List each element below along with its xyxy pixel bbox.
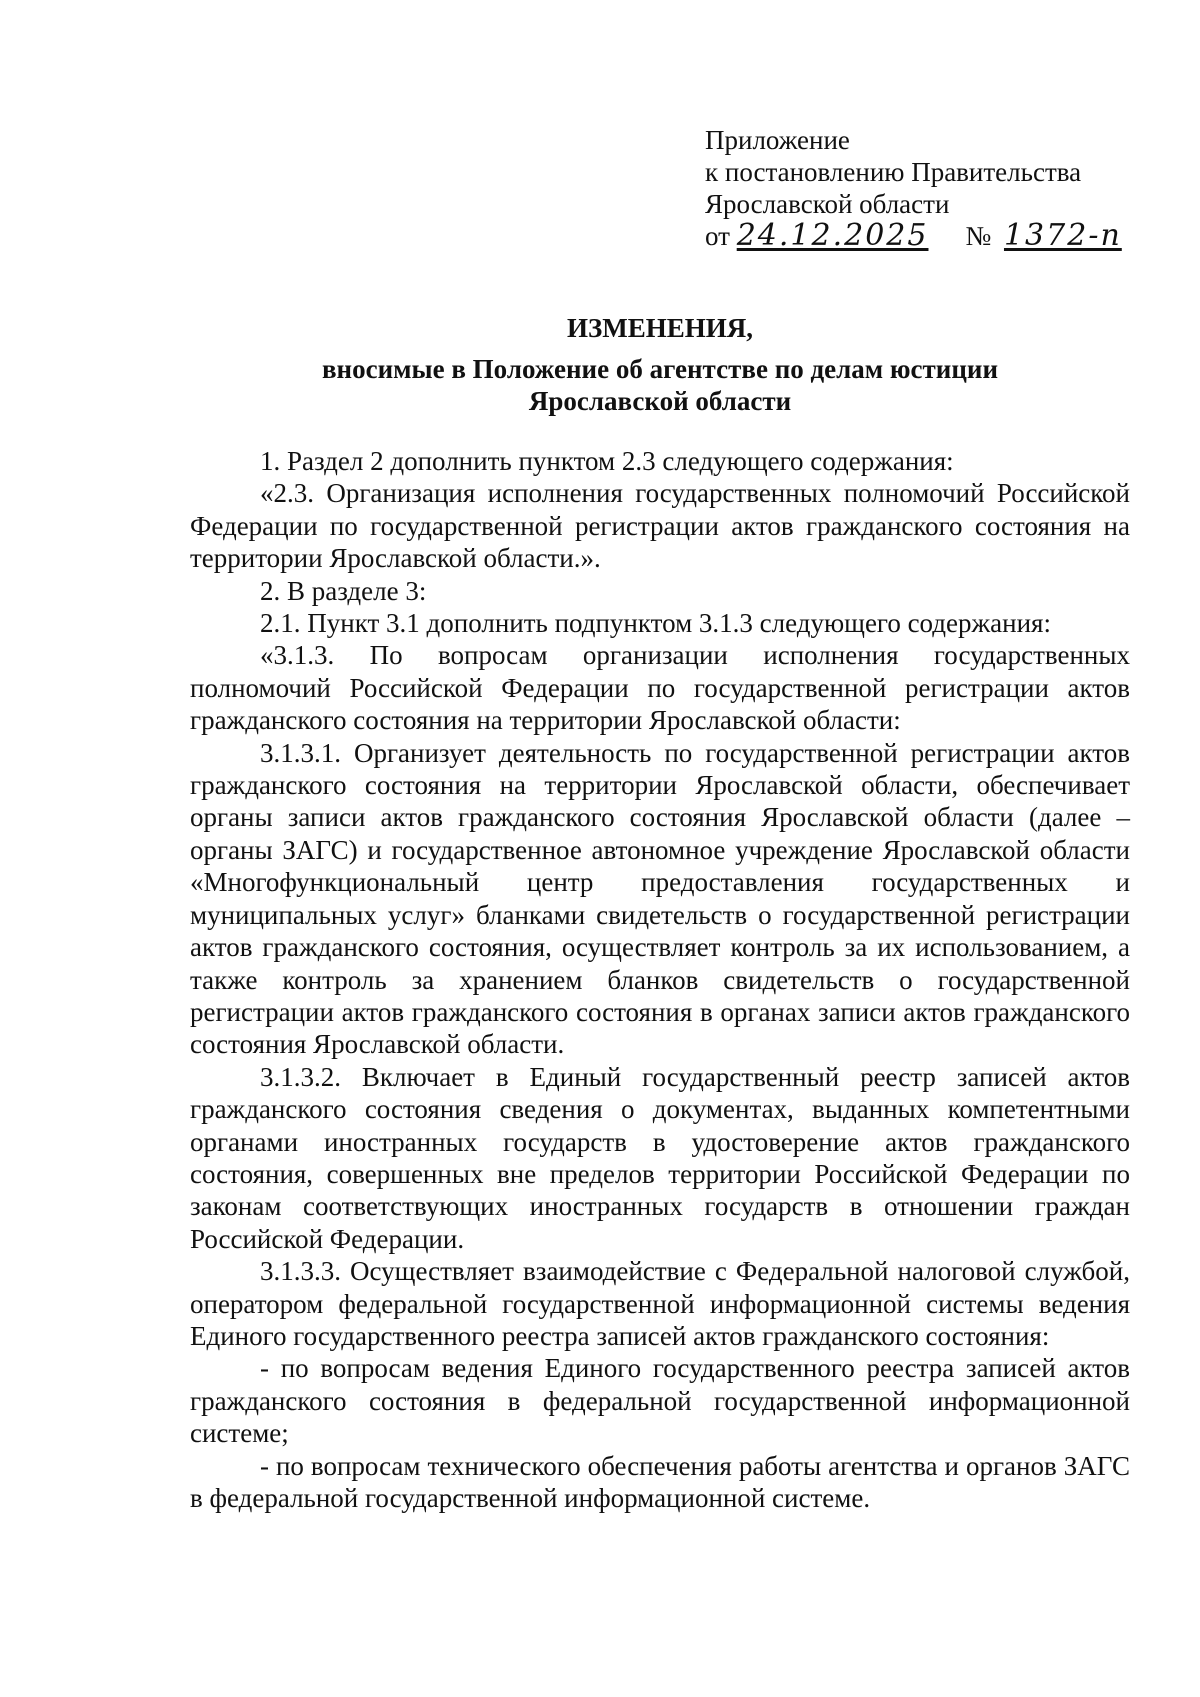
- appendix-block: [705, 124, 1154, 252]
- paragraph: 2.1. Пункт 3.1 дополнить подпунктом 3.1.3 следующего содержания:: [260, 608, 1051, 639]
- paragraph: 1. Раздел 2 дополнить пунктом 2.3 следующего содержания:: [260, 446, 954, 476]
- paragraph: 3.1.3.3. Осуществляет взаимодействие с Федеральной налоговой службой, оператором федеральной государственной информационной системы ведения Единого государственного реестра записей актов гражданского состояния:: [190, 1256, 1130, 1351]
- document-body: [190, 445, 1130, 1514]
- number-sign: №: [965, 221, 992, 251]
- document-subtitle: вносимые в Положение об агентстве по делам юстиции: [321, 354, 999, 384]
- document-title: ИЗМЕНЕНИЯ,: [566, 313, 753, 343]
- appendix-region: Ярославской области: [705, 189, 950, 219]
- paragraph: «3.1.3. По вопросам организации исполнения государственных полномочий Российской Федерации по государственной регистрации актов гражданского состояния на территории Ярославской области:: [190, 640, 1130, 736]
- paragraph: 2. В разделе 3:: [260, 575, 427, 606]
- appendix-title: Приложение: [705, 125, 850, 155]
- paragraph: - по вопросам ведения Единого государственного реестра записей актов гражданского состояния в федеральной государственной информационной системе;: [190, 1353, 1130, 1449]
- handwritten-number: 1372-п: [1003, 218, 1122, 253]
- paragraph: 3.1.3.2. Включает в Единый государственный реестр записей актов гражданского состояния сведения о документах, выданных компетентными органами иностранных государств в удостоверение актов гражданского состояния, совершенных вне пределов территории Российской Федерации по законам соответствующих иностранных государств в отношении граждан Российской Федерации.: [190, 1061, 1130, 1254]
- paragraph: - по вопросам технического обеспечения работы агентства и органов ЗАГС в федеральной государственной информационной системе.: [190, 1450, 1130, 1513]
- document-subtitle-region: Ярославской области: [528, 386, 792, 416]
- paragraph: 3.1.3.1. Организует деятельность по государственной регистрации актов гражданского состояния на территории Ярославской области, обеспечивает органы записи актов гражданского состояния Ярославской области (далее – органы ЗАГС) и государственное автономное учреждение Ярославской области «Многофункциональный центр предоставления государственных и муниципальных услуг» бланками свидетельств о государственной регистрации актов гражданского состояния, осуществляет контроль за их использованием, а также контроль за хранением бланков свидетельств о государственной регистрации актов гражданского состояния в органах записи актов гражданского состояния Ярославской области.: [190, 737, 1130, 1060]
- paragraph: «2.3. Организация исполнения государственных полномочий Российской Федерации по государственной регистрации актов гражданского состояния на территории Ярославской области.».: [190, 478, 1130, 574]
- appendix-reference: к постановлению Правительства: [705, 157, 1082, 187]
- date-prefix: от: [705, 221, 730, 251]
- appendix-date-line: [705, 220, 1154, 252]
- handwritten-date: 24.12.2025: [736, 218, 929, 253]
